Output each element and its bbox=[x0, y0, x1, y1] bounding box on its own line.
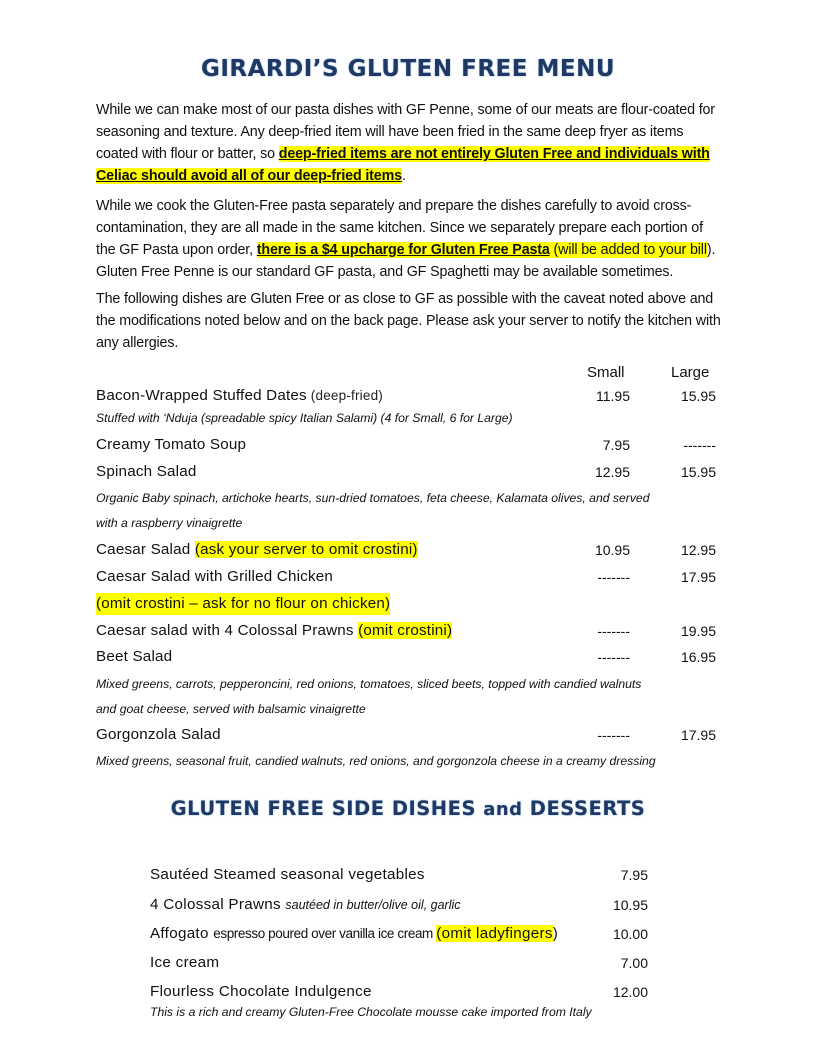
menu-item-row bbox=[96, 620, 716, 642]
deep-fried-warning: deep-fried items are not entirely Gluten Free and individuals with Celiac should avoid all of our deep-fried items bbox=[96, 146, 710, 184]
menu-item-name: Spinach Salad bbox=[96, 463, 197, 480]
side-item-price: 10.95 bbox=[612, 897, 648, 913]
menu-item-description: with a raspberry vinaigrette bbox=[96, 516, 243, 530]
price-large: 15.95 bbox=[680, 388, 716, 404]
side-item-name: Flourless Chocolate Indulgence bbox=[150, 983, 372, 1000]
item-modification-note: (omit crostini – ask for no flour on chicken) bbox=[96, 593, 390, 615]
menu-item-row bbox=[96, 385, 716, 407]
menu-item-name bbox=[96, 620, 452, 642]
side-item-name: Ice cream bbox=[150, 954, 220, 971]
side-item-price: 7.95 bbox=[620, 867, 648, 883]
price-small: 11.95 bbox=[596, 388, 630, 404]
price-large: 17.95 bbox=[680, 727, 716, 743]
menu-item-description: Mixed greens, carrots, pepperoncini, red onions, tomatoes, sliced beets, topped with candied walnuts bbox=[96, 677, 642, 691]
menu-item-name: Caesar Salad with Grilled Chicken bbox=[96, 568, 334, 585]
item-note-close: ) bbox=[552, 925, 559, 942]
menu-item-description: Organic Baby spinach, artichoke hearts, sun-dried tomatoes, feta cheese, Kalamata olives, and served bbox=[96, 491, 650, 505]
price-small: 10.95 bbox=[594, 542, 630, 558]
item-modification-note: (omit crostini) bbox=[358, 622, 453, 639]
side-item-row bbox=[150, 952, 648, 974]
menu-item-description: and goat cheese, served with balsamic vinaigrette bbox=[96, 702, 366, 716]
sides-title bbox=[0, 797, 816, 820]
side-item-name bbox=[150, 923, 558, 945]
intro-text: While we can make most of our pasta dishes with GF Penne, some of our meats are flour-coated for seasoning and texture. Any deep-fried item will have been fried in the same deep fryer as items coated with flour or batter, so bbox=[96, 102, 715, 162]
column-header-large: Large bbox=[671, 364, 710, 381]
period: . bbox=[401, 168, 406, 184]
menu-item-row bbox=[96, 461, 716, 483]
side-item-price: 7.00 bbox=[620, 955, 648, 971]
price-small: ------- bbox=[597, 623, 630, 639]
intro-paragraph-allergies: The following dishes are Gluten Free or as close to GF as possible with the caveat noted above and the modifications noted below and on the back page. Please ask your server to notify the kitchen with any allergies. bbox=[96, 291, 721, 351]
price-large: 16.95 bbox=[680, 649, 716, 665]
sides-title-part: DESSERTS bbox=[522, 797, 646, 820]
item-name: Caesar Salad bbox=[96, 541, 195, 558]
item-name: Affogato bbox=[150, 925, 214, 942]
menu-item-modification-row bbox=[96, 593, 716, 615]
item-name: Caesar salad with 4 Colossal Prawns bbox=[96, 622, 359, 639]
item-name: Bacon-Wrapped Stuffed Dates bbox=[96, 387, 307, 404]
item-modification-note: (omit ladyfingers bbox=[436, 925, 553, 942]
price-small: ------- bbox=[597, 649, 630, 665]
price-large: 17.95 bbox=[680, 569, 716, 585]
upcharge-notice: there is a $4 upcharge for Gluten Free Pasta bbox=[256, 242, 550, 258]
sides-title-part: GLUTEN FREE SIDE DISHES bbox=[170, 797, 484, 820]
item-name: 4 Colossal Prawns bbox=[150, 896, 286, 913]
intro-paragraph-upcharge bbox=[96, 195, 722, 283]
price-small: ------- bbox=[597, 569, 630, 585]
menu-item-description: Mixed greens, seasonal fruit, candied walnuts, red onions, and gorgonzola cheese in a creamy dressing bbox=[96, 754, 656, 768]
sides-title-part: and bbox=[483, 799, 523, 820]
menu-item-row bbox=[96, 566, 716, 588]
column-header-small: Small bbox=[587, 364, 625, 381]
side-item-price: 12.00 bbox=[612, 984, 648, 1000]
price-large: 15.95 bbox=[680, 464, 716, 480]
side-item-row bbox=[150, 864, 648, 886]
price-small: 7.95 bbox=[602, 437, 630, 453]
item-note: sautéed in butter/olive oil, garlic bbox=[285, 898, 461, 912]
intro-text-end: ). Gluten Free Penne is our standard GF pasta, and GF Spaghetti may be available sometimes. bbox=[96, 242, 716, 280]
side-item-row bbox=[150, 894, 648, 916]
menu-item-row bbox=[96, 434, 716, 456]
side-item-price: 10.00 bbox=[612, 926, 648, 942]
price-large: 12.95 bbox=[680, 542, 716, 558]
menu-item-name: Beet Salad bbox=[96, 648, 173, 665]
price-small: ------- bbox=[597, 727, 630, 743]
menu-item-name: Creamy Tomato Soup bbox=[96, 436, 247, 453]
menu-item-row bbox=[96, 539, 716, 561]
menu-item-row bbox=[96, 724, 716, 746]
menu-item-name bbox=[96, 539, 418, 561]
menu-item-row bbox=[96, 646, 716, 668]
intro-text: While we cook the Gluten-Free pasta separately and prepare the dishes carefully to avoid cross-contamination, they are all made in the same kitchen. Since we separately prepare each portion of the GF Pasta upon order, bbox=[96, 198, 703, 258]
side-item-description: This is a rich and creamy Gluten-Free Chocolate mousse cake imported from Italy bbox=[150, 1005, 592, 1019]
side-item-row bbox=[150, 981, 648, 1003]
item-modification-note: (ask your server to omit crostini) bbox=[194, 541, 418, 558]
menu-item-name: Gorgonzola Salad bbox=[96, 726, 221, 743]
page-title: GIRARDI’S GLUTEN FREE MENU bbox=[200, 56, 616, 82]
intro-paragraph-deep-fried bbox=[96, 99, 722, 187]
side-item-name bbox=[150, 894, 461, 916]
menu-item-name bbox=[96, 385, 383, 407]
side-item-row bbox=[150, 923, 648, 945]
upcharge-tail: (will be added to your bill bbox=[549, 242, 707, 258]
item-note: espresso poured over vanilla ice cream bbox=[213, 926, 437, 941]
side-item-name: Sautéed Steamed seasonal vegetables bbox=[150, 866, 425, 883]
price-small: 12.95 bbox=[594, 464, 630, 480]
item-note: (deep-fried) bbox=[306, 388, 383, 403]
price-large: 19.95 bbox=[680, 623, 716, 639]
menu-item-description: Stuffed with ‘Nduja (spreadable spicy Italian Salami) (4 for Small, 6 for Large) bbox=[96, 411, 513, 425]
price-large: ------- bbox=[683, 437, 716, 453]
